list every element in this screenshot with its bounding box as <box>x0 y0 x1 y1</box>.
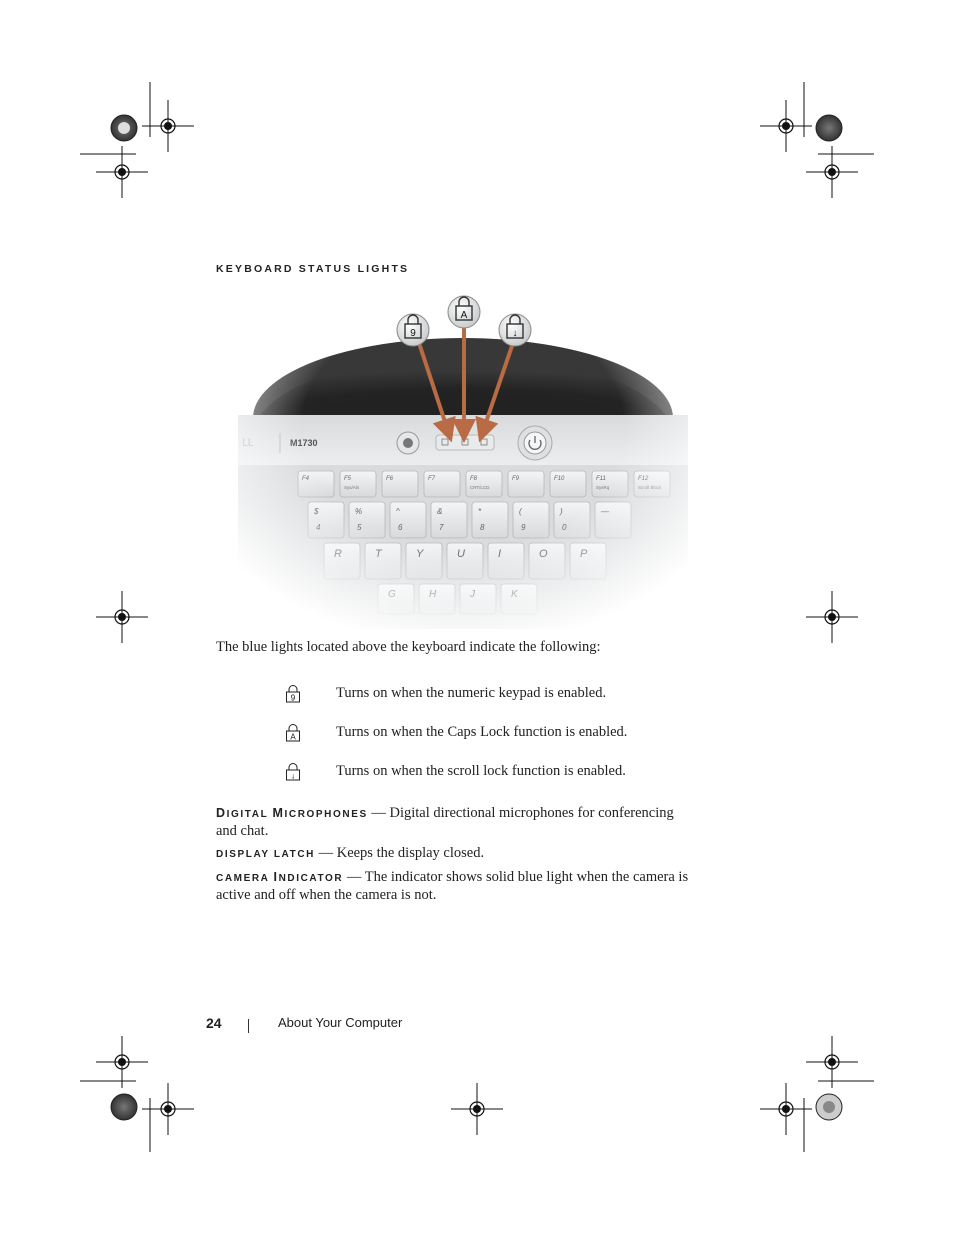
svg-text:9: 9 <box>290 693 296 703</box>
section-heading: KEYBOARD STATUS LIGHTS <box>216 263 410 275</box>
callout-scrolllock-icon <box>499 314 531 346</box>
definition-term: DIGITAL MICROPHONES <box>216 806 368 820</box>
light-description: Turns on when the numeric keypad is enabled. <box>336 685 607 701</box>
crop-mark-bottom-right <box>760 1036 874 1152</box>
callout-numlock-icon <box>397 314 429 346</box>
definition-text: Keeps the display closed. <box>336 845 485 861</box>
scrolllock-icon <box>285 763 301 781</box>
crop-mark-mid-right <box>806 591 858 643</box>
crop-mark-top-left <box>80 82 194 198</box>
page-number: 24 <box>206 1015 222 1031</box>
intro-text: The blue lights located above the keyboard indicate the following: <box>216 639 601 655</box>
crop-mark-top-right <box>760 82 874 198</box>
crop-mark-bottom-left <box>80 1036 194 1152</box>
footer-separator <box>248 1019 249 1033</box>
light-description: Turns on when the scroll lock function is enabled. <box>336 763 626 779</box>
definition-display-latch: DISPLAY LATCH — Keeps the display closed. <box>216 845 485 861</box>
definition-camera-indicator: CAMERA INDICATOR — The indicator shows solid blue light when the camera is active and off when the camera is not. <box>216 869 689 903</box>
definition-term: CAMERA INDICATOR <box>216 870 344 884</box>
svg-text:A: A <box>290 732 296 742</box>
definition-text: Digital directional microphones for conferencing and chat. <box>216 805 674 839</box>
definition-text: The indicator shows solid blue light when the camera is active and off when the camera is not. <box>216 869 689 903</box>
crop-mark-mid-left <box>96 591 148 643</box>
svg-text:↓: ↓ <box>291 771 295 781</box>
capslock-icon <box>285 724 301 742</box>
numlock-icon <box>285 685 301 703</box>
svg-text:9: 9 <box>410 328 416 339</box>
svg-text:A: A <box>460 310 468 321</box>
light-description: Turns on when the Caps Lock function is enabled. <box>336 724 628 740</box>
svg-text:↓: ↓ <box>512 328 518 339</box>
definition-digital-microphones: DIGITAL MICROPHONES — Digital directional microphones for conferencing and chat. <box>216 805 674 839</box>
keyboard-status-lights-figure <box>238 293 688 629</box>
callout-capslock-icon <box>448 296 480 328</box>
footer-title: About Your Computer <box>278 1015 403 1030</box>
definition-term: DISPLAY LATCH <box>216 849 315 860</box>
crop-mark-bottom-center <box>451 1083 503 1135</box>
